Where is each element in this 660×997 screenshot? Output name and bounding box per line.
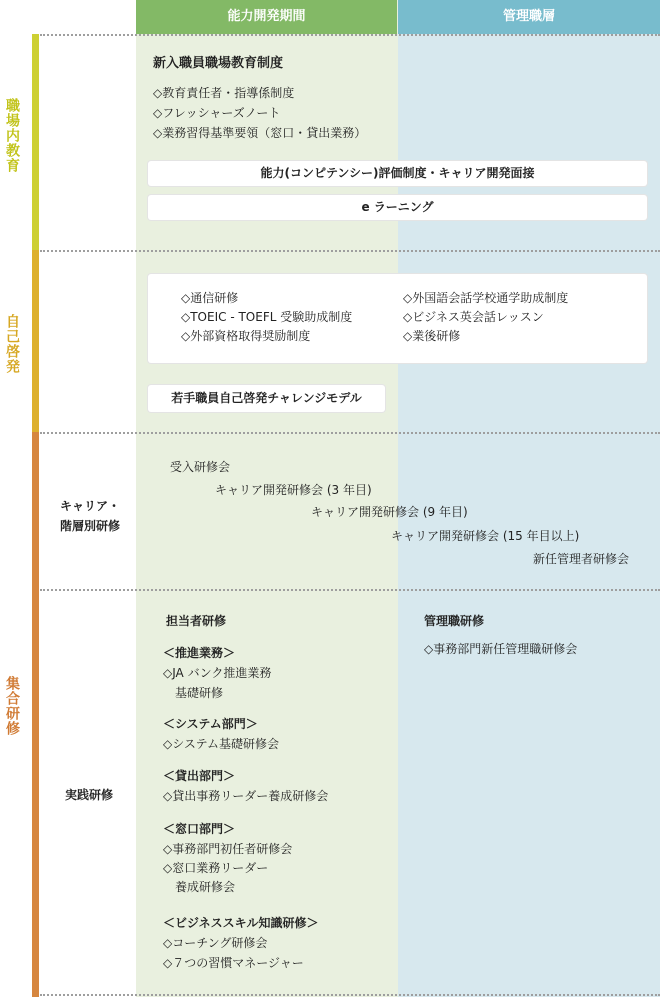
group-item: ◇JA バンク推進業務 (163, 666, 272, 680)
row-label-group-training: 集合研修 (4, 676, 20, 736)
header-management: 管理職層 (398, 0, 660, 34)
self-dev-item: ◇外部資格取得奨励制度 (181, 329, 311, 343)
group-title: ＜推進業務＞ (163, 646, 236, 660)
group-title: ＜システム部門＞ (163, 717, 258, 731)
group-item: 養成研修会 (163, 880, 236, 894)
career-label-line: キャリア・ (59, 499, 120, 513)
group-title: ＜ビジネススキル知識研修＞ (163, 916, 319, 930)
self-dev-item: ◇通信研修 (181, 291, 239, 305)
header-development: 能力開発期間 (136, 0, 397, 34)
career-label-line: 階層別研修 (59, 519, 120, 533)
self-development-bar (32, 250, 39, 432)
group-item: ◇事務部門初任者研修会 (163, 842, 293, 856)
divider (40, 432, 660, 434)
group-item: ◇窓口業務リーダー (163, 861, 269, 875)
career-step: 受入研修会 (170, 460, 231, 474)
competency-evaluation-bar: 能力(コンピテンシー)評価制度・キャリア開発面接 (148, 161, 647, 186)
ojt-item: ◇フレッシャーズノート (153, 106, 281, 120)
practical-training-label: 実践研修 (65, 788, 114, 802)
group-item: ◇貸出事務リーダー養成研修会 (163, 789, 329, 803)
group-title: ＜窓口部門＞ (163, 822, 236, 836)
self-dev-item: ◇外国語会話学校通学助成制度 (403, 291, 569, 305)
row-label-ojt: 職場内教育 (4, 98, 20, 173)
group-item: ◇コーチング研修会 (163, 936, 268, 950)
group-training-bar (32, 432, 39, 997)
career-training-label (52, 497, 128, 534)
divider (40, 34, 660, 36)
self-dev-item: ◇ビジネス英会話レッスン (403, 310, 544, 324)
divider (40, 994, 660, 996)
self-dev-item: ◇業後研修 (403, 329, 461, 343)
staff-training-title: 担当者研修 (166, 614, 227, 628)
challenge-model-box: 若手職員自己啓発チャレンジモデル (148, 385, 385, 412)
self-dev-item: ◇TOEIC - TOEFL 受験助成制度 (181, 310, 353, 324)
ojt-item: ◇業務習得基準要領（窓口・貸出業務） (153, 126, 367, 140)
ojt-title: 新入職員職場教育制度 (153, 56, 284, 71)
manager-training-item: ◇事務部門新任管理職研修会 (424, 642, 578, 656)
group-item: ◇７つの習慣マネージャー (163, 956, 304, 970)
career-step: キャリア開発研修会 (15 年目以上) (391, 529, 580, 543)
group-item: 基礎研修 (163, 686, 224, 700)
row-label-self-development: 自己啓発 (4, 314, 20, 374)
management-column (398, 0, 660, 997)
career-step: キャリア開発研修会 (9 年目) (311, 505, 468, 519)
divider (40, 250, 660, 252)
career-step: 新任管理者研修会 (533, 552, 630, 566)
ojt-bar (32, 34, 39, 250)
divider (40, 589, 660, 591)
e-learning-bar: e ラーニング (148, 195, 647, 220)
group-title: ＜貸出部門＞ (163, 769, 236, 783)
ojt-item: ◇教育責任者・指導係制度 (153, 86, 295, 100)
career-step: キャリア開発研修会 (3 年目) (215, 483, 372, 497)
manager-training-title: 管理職研修 (424, 614, 485, 628)
group-item: ◇システム基礎研修会 (163, 737, 280, 751)
